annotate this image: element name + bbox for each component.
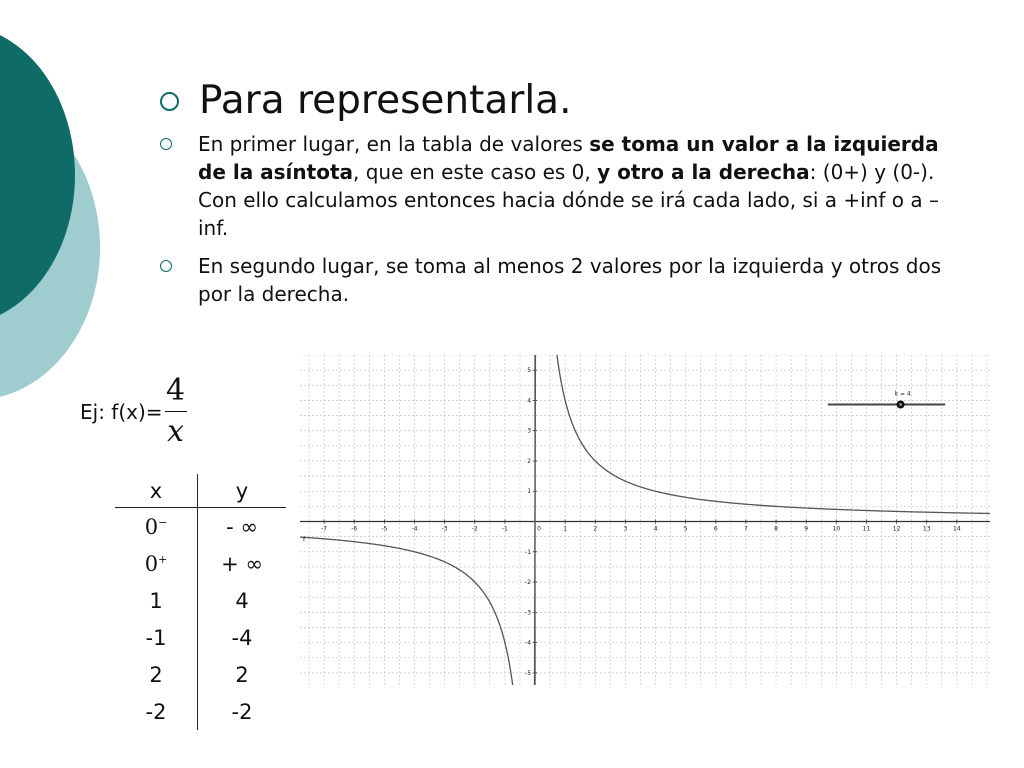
function-example bbox=[80, 375, 187, 448]
cell-x: 0− bbox=[115, 508, 198, 546]
x-tick-label: 1 bbox=[563, 525, 568, 533]
table-row bbox=[115, 545, 286, 582]
x-tick-label: 9 bbox=[804, 525, 809, 533]
x-tick-label: -7 bbox=[321, 525, 328, 533]
x-tick-label: -4 bbox=[411, 525, 418, 533]
title-text: Para representarla. bbox=[199, 78, 572, 123]
x-tick-label: 12 bbox=[892, 525, 901, 533]
cell-y: 4 bbox=[235, 588, 249, 613]
x-tick-label: -1 bbox=[501, 525, 508, 533]
bullet-part: En segundo lugar, se toma al menos 2 valores por la izquierda y otros dos por la derecha. bbox=[198, 254, 942, 306]
cell-y: -4 bbox=[231, 625, 253, 650]
cell-x: -1 bbox=[115, 619, 198, 656]
x-tick-label: 13 bbox=[922, 525, 931, 533]
x-tick-label: 11 bbox=[862, 525, 871, 533]
cell-y: - ∞ bbox=[226, 514, 258, 539]
y-tick-label: 5 bbox=[527, 367, 532, 375]
x-tick-label: 0 bbox=[537, 525, 541, 533]
y-tick-label: 2 bbox=[527, 457, 532, 465]
cell-y: 2 bbox=[235, 662, 249, 687]
bullet-part: , que en este caso es 0, bbox=[353, 160, 598, 184]
fraction-bar bbox=[165, 411, 187, 412]
bullet-part-bold: se toma un valor a la izquierda de la asíntota bbox=[198, 132, 939, 184]
values-table bbox=[115, 474, 286, 730]
cell-x: -2 bbox=[115, 693, 198, 730]
y-tick-label: -4 bbox=[525, 639, 532, 647]
x-tick-label: 7 bbox=[744, 525, 748, 533]
title-bullet-icon bbox=[160, 92, 179, 111]
bullet-part-bold: y otro a la derecha bbox=[597, 160, 810, 184]
bullet-item bbox=[160, 252, 960, 308]
table-row bbox=[115, 693, 286, 730]
table-row bbox=[115, 656, 286, 693]
fraction-denominator: x bbox=[167, 414, 184, 449]
x-tick-label: -5 bbox=[381, 525, 388, 533]
bullet-text bbox=[198, 252, 948, 308]
x-tick-label: 4 bbox=[653, 525, 658, 533]
bullet-item bbox=[160, 130, 960, 242]
table-row bbox=[115, 619, 286, 656]
curve-branch-left bbox=[300, 355, 557, 685]
x-tick-label: -2 bbox=[471, 525, 478, 533]
cell-x: 1 bbox=[115, 582, 198, 619]
table-row bbox=[115, 582, 286, 619]
x-tick-label: 2 bbox=[593, 525, 598, 533]
x-tick-label: 3 bbox=[623, 525, 628, 533]
bullet-part: : (0+) y (0-). Con ello calculamos entonces hacia dónde se irá cada lado, si a +inf o a –inf. bbox=[198, 160, 939, 240]
cell-y: -2 bbox=[231, 699, 253, 724]
series-label: f bbox=[303, 536, 306, 544]
function-graph bbox=[300, 355, 990, 685]
x-tick-label: 10 bbox=[832, 525, 841, 533]
cell-x: 0+ bbox=[115, 545, 198, 582]
y-tick-label: 4 bbox=[527, 397, 532, 405]
y-tick-label: -5 bbox=[525, 669, 532, 677]
table-row bbox=[115, 508, 286, 546]
x-tick-label: 8 bbox=[774, 525, 778, 533]
x-tick-label: -6 bbox=[351, 525, 358, 533]
y-tick-label: -2 bbox=[525, 579, 532, 587]
x-tick-label: 6 bbox=[713, 525, 718, 533]
curve-branch-right bbox=[556, 355, 990, 513]
x-tick-label: 5 bbox=[683, 525, 688, 533]
table-header-row bbox=[115, 474, 286, 508]
bullet-list bbox=[160, 130, 960, 318]
y-tick-label: 3 bbox=[527, 427, 532, 435]
y-tick-label: -1 bbox=[525, 548, 532, 556]
cell-y: + ∞ bbox=[221, 551, 263, 576]
x-tick-label: 14 bbox=[953, 525, 961, 533]
x-tick-label: -3 bbox=[441, 525, 448, 533]
k-slider-handle-center bbox=[899, 403, 902, 406]
bullet-part: En primer lugar, en la tabla de valores bbox=[198, 132, 590, 156]
y-tick-label: 1 bbox=[527, 488, 532, 496]
k-slider-label: k = 4 bbox=[894, 390, 911, 398]
bullet-text bbox=[198, 130, 948, 242]
cell-x: 2 bbox=[115, 656, 198, 693]
y-tick-label: -3 bbox=[525, 609, 532, 617]
slide-title bbox=[160, 78, 571, 124]
fraction bbox=[165, 375, 187, 448]
bullet-icon bbox=[160, 138, 172, 150]
fraction-numerator: 4 bbox=[165, 373, 186, 408]
example-label: Ej: f(x)= bbox=[80, 399, 163, 424]
bullet-icon bbox=[160, 260, 172, 272]
header-x: x bbox=[115, 474, 198, 508]
header-y: y bbox=[198, 474, 287, 508]
